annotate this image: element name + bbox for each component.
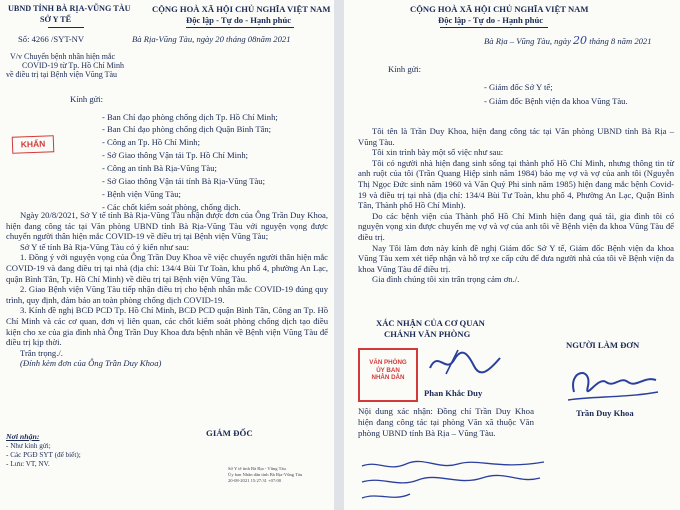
department-name: SỞ Y TẾ xyxy=(40,15,72,24)
subject-line-3: về điều trị tại Bệnh viện Vũng Tàu xyxy=(6,70,118,79)
closing: Trân trọng./. xyxy=(20,347,63,358)
application-body xyxy=(358,126,674,285)
header-underline xyxy=(48,27,84,28)
confirmation-text: Nội dung xác nhận: Đồng chí Trần Duy Khoa hiện đang công tác tại phòng Văn xã thuộc Văn phòng UBND tỉnh Bà Rịa – Vũng Tàu. xyxy=(358,406,534,439)
recipient-item: - Sở Giao thông Vận tải tỉnh Bà Rịa-Vũng Tàu; xyxy=(102,176,265,186)
recipient-item: - Bệnh viện Vũng Tàu; xyxy=(102,189,181,199)
motto-underline xyxy=(440,27,548,28)
closing: Gia đình chúng tôi xin trân trọng cảm ơn./. xyxy=(372,274,520,285)
cc-item: - Lưu: VT, NV. xyxy=(6,460,50,468)
place-date-prefix: Bà Rịa – Vũng Tàu, ngày xyxy=(484,36,571,46)
applicant-title: NGƯỜI LÀM ĐƠN xyxy=(566,340,640,350)
official-letter-page xyxy=(0,0,334,510)
stamp-line: NHÂN DÂN xyxy=(371,374,405,381)
confirm-signer-name: Phan Khắc Duy xyxy=(424,388,483,398)
body-paragraph: Do các bệnh viện của Thành phố Hồ Chí Minh hiện đang quá tải, gia đình tôi có nguyện vọng xin được chuyển mẹ vợ và vợ của anh tôi về Bệnh viện đa khoa Vũng Tàu để điều trị. xyxy=(358,210,674,242)
recipient-item: - Giám đốc Bệnh viện đa khoa Vũng Tàu. xyxy=(484,96,628,106)
nation-title: CỘNG HOÀ XÃ HỘI CHỦ NGHĨA VIỆT NAM xyxy=(410,4,589,14)
nation-motto: Độc lập - Tự do - Hạnh phúc xyxy=(186,15,292,25)
place-date-suffix: tháng 8 năm 2021 xyxy=(589,36,652,46)
recipient-item: - Ban Chỉ đạo phòng chống dịch Tp. Hồ Chí Minh; xyxy=(102,112,278,122)
body-paragraph: Tôi tên là Trần Duy Khoa, hiện đang công tác tại Văn phòng UBND tỉnh Bà Rịa – Vũng Tàu. xyxy=(358,126,674,147)
body-paragraph: Tôi xin trình bày một số việc như sau: xyxy=(372,147,504,158)
subject-line-2: COVID-19 từ Tp. Hồ Chí Minh xyxy=(22,61,124,70)
recipient-item: - Các chốt kiểm soát phòng, chống dịch. xyxy=(102,202,241,212)
cc-item: - Như kính gửi; xyxy=(6,442,51,450)
greeting: Kính gửi: xyxy=(388,64,422,74)
page-divider xyxy=(334,0,344,510)
letter-body xyxy=(6,210,328,369)
confirm-subtitle: CHÁNH VĂN PHÒNG xyxy=(384,329,471,339)
confirmation-note xyxy=(358,406,534,440)
place-date: Bà Rịa-Vũng Tàu, ngày 20 tháng 08năm 2021 xyxy=(132,34,291,44)
recipient-item: - Sở Giao thông Vận tải Tp. Hồ Chí Minh; xyxy=(102,150,249,160)
subject-line-1: V/v Chuyển bệnh nhân hiện mắc xyxy=(10,52,116,61)
stamp-line: ỦY BAN xyxy=(376,366,400,374)
recipient-item: - Giám đốc Sở Y tế; xyxy=(484,82,553,92)
office-stamp xyxy=(358,348,418,402)
confirm-title: XÁC NHẬN CỦA CƠ QUAN xyxy=(376,318,485,328)
agency-name: UBND TỈNH BÀ RỊA-VŨNG TÀU xyxy=(8,4,131,13)
nation-motto: Độc lập - Tự do - Hạnh phúc xyxy=(438,15,544,25)
applicant-name: Trần Duy Khoa xyxy=(576,408,634,418)
handwritten-day: 20 xyxy=(573,34,588,47)
body-paragraph: Ngày 20/8/2021, Sở Y tế tỉnh Bà Rịa-Vũng Tàu nhận được đơn của Ông Trần Duy Khoa, hiện đang công tác tại Văn phòng UBND tỉnh Bà Rịa-Vũng Tàu với nguyện vọng được chuyển người thân hiện mắc COVID-19 về điều trị tại Bệnh viện Vũng Tàu; xyxy=(6,210,328,242)
signer-title: GIÁM ĐỐC xyxy=(206,428,253,438)
stamp-line: VĂN PHÒNG xyxy=(369,359,407,366)
cc-label: Nơi nhận: xyxy=(6,432,40,441)
recipient-item: - Ban Chỉ đạo phòng chống dịch Quận Bình Tân; xyxy=(102,124,272,134)
body-paragraph: Tôi có người nhà hiện đang sinh sống tại thành phố Hồ Chí Minh, nhưng thông tin từ anh ruột của tôi (Trần Quang Hiệp sinh năm 1984) báo mẹ vợ và vợ của anh tôi (Nguyễn Thị Ngọc Đức sinh năm 1960 và Văn Quý Phi sinh năm 1985) hiện đang mắc bệnh Covid-19 và điều trị tại nhà (địa chỉ: 134/4 Bùi Tư Toàn, khu phố 4, Phường An Lạc, Quận Bình Tân, Thành phố Hồ Chí Minh). xyxy=(358,157,674,211)
body-paragraph: 2. Giao Bệnh viện Vũng Tàu tiếp nhận điều trị cho bệnh nhân mắc COVID-19 đúng quy trình, quy định, đảm bảo an toàn phòng chống dịch COVID-19. xyxy=(6,284,328,305)
application-letter-page xyxy=(344,0,680,510)
place-date xyxy=(484,36,652,47)
digital-signature-line: Sở Y tế tỉnh Bà Rịa - Vũng Tàu xyxy=(228,466,286,471)
attachment-note: (Đính kèm đơn của Ông Trần Duy Khoa) xyxy=(20,358,162,369)
urgent-stamp: KHẨN xyxy=(12,135,55,153)
applicant-signature-icon xyxy=(564,362,660,406)
body-paragraph: Sở Y tế tỉnh Bà Rịa-Vũng Tàu có ý kiến như sau: xyxy=(20,241,190,252)
cc-item: - Các PGĐ SYT (để biết); xyxy=(6,451,81,459)
nation-title: CỘNG HOÀ XÃ HỘI CHỦ NGHĨA VIỆT NAM xyxy=(152,4,331,14)
greeting: Kính gửi: xyxy=(70,94,104,104)
body-paragraph: 1. Đồng ý với nguyện vọng của Ông Trần Duy Khoa về việc chuyển người thân hiện mắc COVID-19 và đang điều trị tại nhà (địa chỉ: 134/4 Bùi Tư Toàn, khu phố 4, phường An Lạc, quận Bình Tân, Tp. Hồ Chí Minh) về điều trị tại Bệnh viện Vũng Tàu. xyxy=(6,252,328,284)
recipient-item: - Công an Tp. Hồ Chí Minh; xyxy=(102,137,200,147)
motto-underline xyxy=(186,27,294,28)
body-paragraph: 3. Kính đề nghị BCĐ PCD Tp. Hồ Chí Minh, BCĐ PCD quận Bình Tân, Công an Tp. Hồ Chí Minh và các cơ quan, đơn vị liên quan, các chốt kiểm soát phòng chống dịch tạo điều kiện cho xe của gia đình nhà Ông Trần Duy Khoa đưa bệnh nhân về Bệnh viện Vũng Tàu để điều trị kịp thời. xyxy=(6,305,328,348)
document-number: Số: 4266 /SYT-NV xyxy=(18,34,85,44)
digital-signature-line: Ủy ban Nhân dân tỉnh Bà Rịa-Vũng Tàu xyxy=(228,472,303,477)
confirm-signature-icon xyxy=(424,344,504,384)
digital-signature-line: 20-08-2021 15:27:31 +07:00 xyxy=(228,478,282,483)
recipient-item: - Công an tỉnh Bà Rịa-Vũng Tàu; xyxy=(102,163,217,173)
handwritten-scribble-icon xyxy=(358,458,548,504)
body-paragraph: Nay Tôi làm đơn này kính đề nghị Giám đốc Sở Y tế, Giám đốc Bệnh viện đa khoa Vũng Tàu xem xét tiếp nhận và hỗ trợ xe cấp cứu để đưa người nhà của tôi về Bệnh viện đa khoa Vũng Tàu để điều trị. xyxy=(358,242,674,274)
